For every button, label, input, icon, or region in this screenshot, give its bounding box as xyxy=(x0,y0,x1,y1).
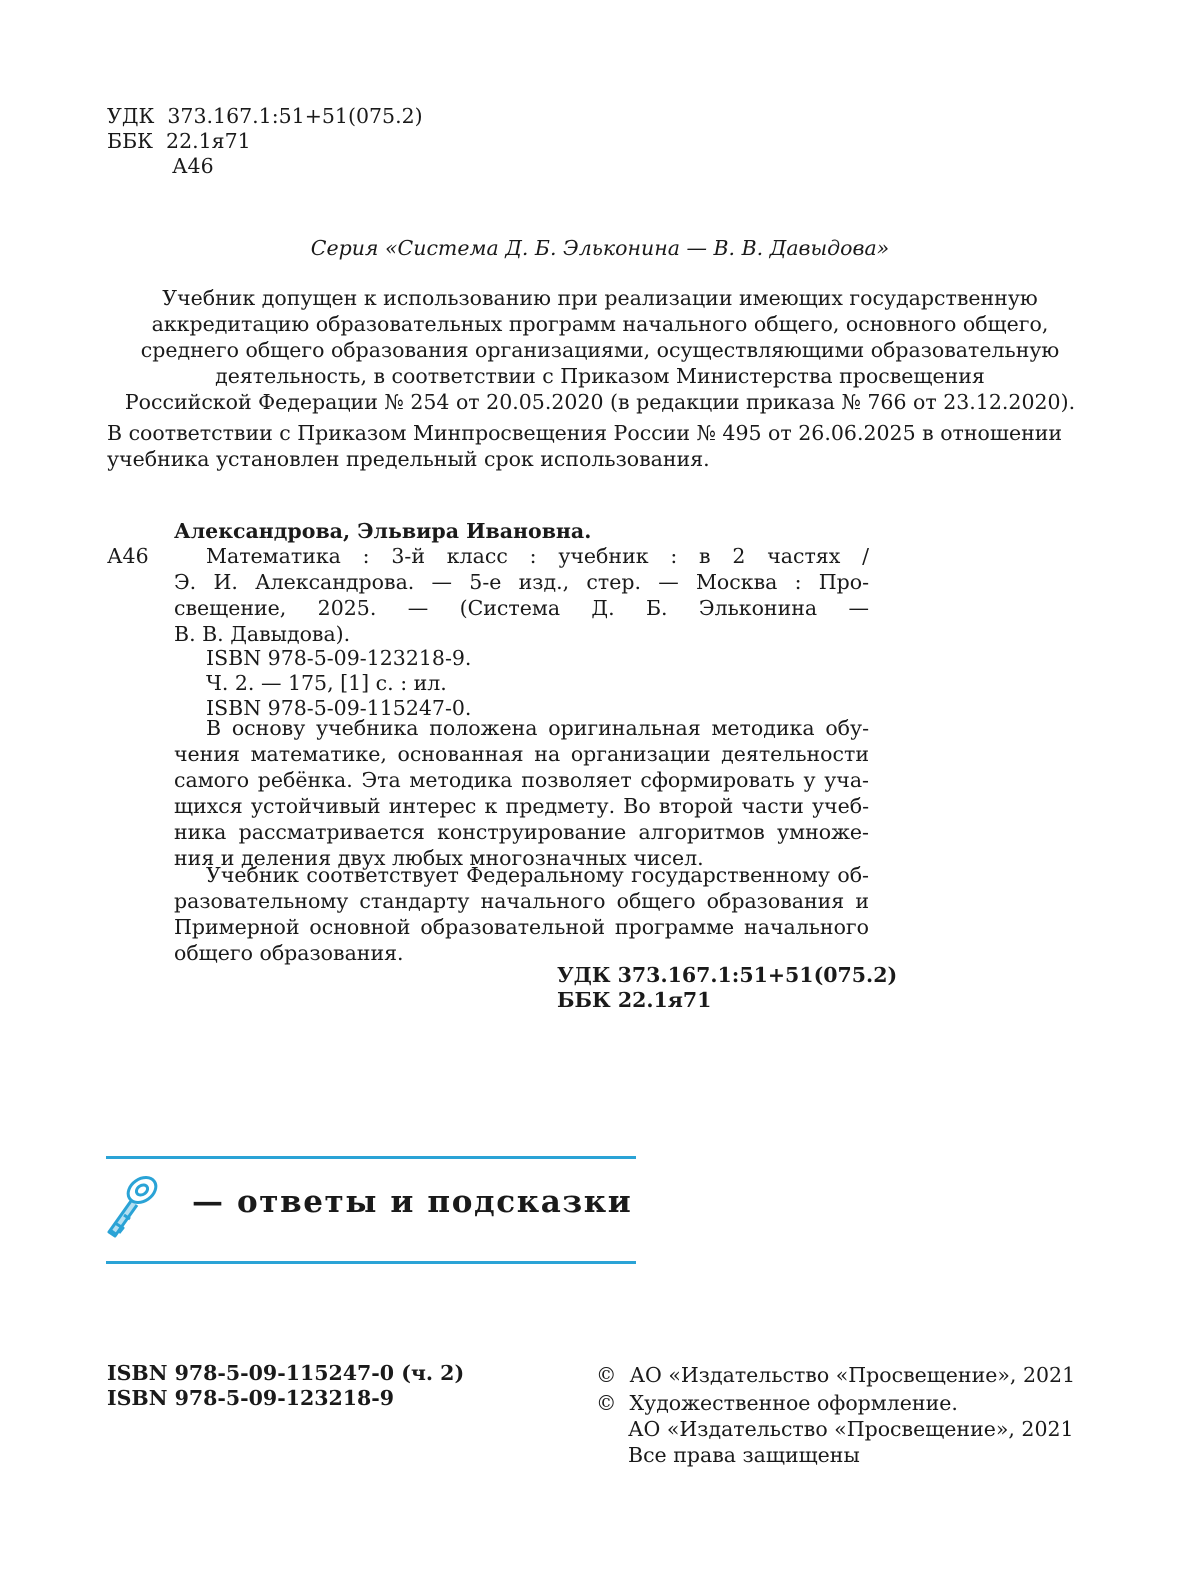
record-bbk: ББК 22.1я71 xyxy=(557,988,712,1012)
description-line: Э. И. Александрова. — 5-е изд., стер. — Москва : Про- xyxy=(174,570,869,594)
annotation-line: В основу учебника положена оригинальная методика обу- xyxy=(206,716,869,740)
approval-line: аккредитацию образовательных программ начального общего, основного общего, xyxy=(151,312,1049,336)
udk-code: УДК 373.167.1:51+51(075.2) xyxy=(107,104,423,128)
standard-line: Учебник соответствует Федеральному государственному об- xyxy=(206,863,869,887)
standard-line: общего образования. xyxy=(174,941,404,965)
copyright-publisher: © АО «Издательство «Просвещение», 2021 xyxy=(596,1363,1076,1387)
record-mark: А46 xyxy=(107,544,149,568)
isbn-part: ISBN 978-5-09-115247-0. xyxy=(206,696,472,720)
legend-bottom-rule xyxy=(106,1261,636,1264)
description-line: свещение, 2025. — (Система Д. Б. Эльконина — xyxy=(174,596,869,620)
record-description xyxy=(174,543,869,647)
copyright-design: © Художественное оформление. xyxy=(596,1391,958,1415)
isbn-line: ISBN 978-5-09-115247-0 (ч. 2) xyxy=(107,1361,465,1385)
copyright-design-owner: АО «Издательство «Просвещение», 2021 xyxy=(628,1417,1074,1441)
author-mark: А46 xyxy=(172,154,214,178)
bbk-code: ББК 22.1я71 xyxy=(107,129,251,153)
annotation-line: щихся устойчивый интерес к предмету. Во второй части учеб- xyxy=(174,794,869,818)
description-line: Математика : 3-й класс : учебник : в 2 частях / xyxy=(206,544,869,568)
approval-line: Учебник допущен к использованию при реализации имеющих государственную xyxy=(162,286,1038,310)
legend-text: — ответы и подсказки xyxy=(192,1184,633,1220)
standard-paragraph xyxy=(174,862,869,966)
approval-line: среднего общего образования организациями, осуществляющими образовательную xyxy=(140,338,1060,362)
key-icon xyxy=(98,1170,168,1250)
standard-line: Примерной основной образовательной программе начального xyxy=(174,915,869,939)
record-udk: УДК 373.167.1:51+51(075.2) xyxy=(557,963,898,987)
description-line: В. В. Давыдова). xyxy=(174,622,351,646)
annotation-line: самого ребёнка. Эта методика позволяет сформировать у уча- xyxy=(174,768,869,792)
approval-line: Российской Федерации № 254 от 20.05.2020 (в редакции приказа № 766 от 23.12.2020). xyxy=(124,390,1076,414)
legend-top-rule xyxy=(106,1156,636,1159)
annotation-paragraph xyxy=(174,715,869,871)
annotation-line: чения математике, основанная на организации деятельности xyxy=(174,742,869,766)
term-notice-line: учебника установлен предельный срок использования. xyxy=(107,447,710,471)
annotation-line: ния и деления двух любых многозначных чисел. xyxy=(174,846,704,870)
standard-line: разовательному стандарту начального общего образования и xyxy=(174,889,869,913)
approval-line: деятельность, в соответствии с Приказом Министерства просвещения xyxy=(215,364,985,388)
isbn-set: ISBN 978-5-09-123218-9. xyxy=(206,646,472,670)
isbn-line: ISBN 978-5-09-123218-9 xyxy=(107,1386,395,1410)
approval-paragraph xyxy=(100,285,1100,415)
term-notice-line: В соответствии с Приказом Минпросвещения России № 495 от 26.06.2025 в отношении xyxy=(107,421,1063,445)
record-author: Александрова, Эльвира Ивановна. xyxy=(174,519,592,543)
part-extent: Ч. 2. — 175, [1] с. : ил. xyxy=(206,671,447,695)
annotation-line: ника рассматривается конструирование алгоритмов умноже- xyxy=(174,820,869,844)
series-title: Серия «Система Д. Б. Эльконина — В. В. Давыдова» xyxy=(310,236,890,260)
all-rights-reserved: Все права защищены xyxy=(628,1443,860,1467)
